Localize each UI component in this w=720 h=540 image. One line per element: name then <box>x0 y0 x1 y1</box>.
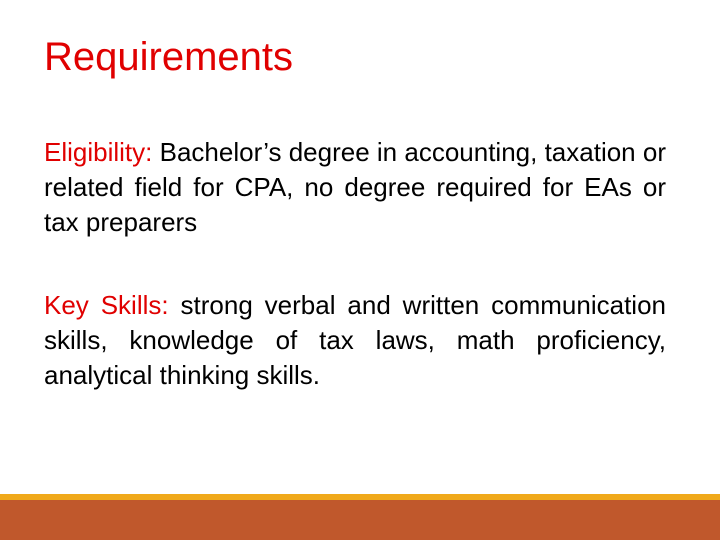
key-skills-label: Key Skills: <box>44 290 169 320</box>
eligibility-paragraph <box>44 135 666 240</box>
slide-title: Requirements <box>44 35 294 79</box>
eligibility-label: Eligibility: <box>44 137 153 167</box>
key-skills-text: strong verbal and written communication skills, knowledge of tax laws, math proficiency, analytical thinking skills. <box>44 290 667 390</box>
key-skills-paragraph <box>44 288 666 393</box>
eligibility-text: Bachelor’s degree in accounting, taxation or related field for CPA, no degree required for EAs or tax preparers <box>44 137 666 237</box>
footer-bar <box>0 500 720 540</box>
